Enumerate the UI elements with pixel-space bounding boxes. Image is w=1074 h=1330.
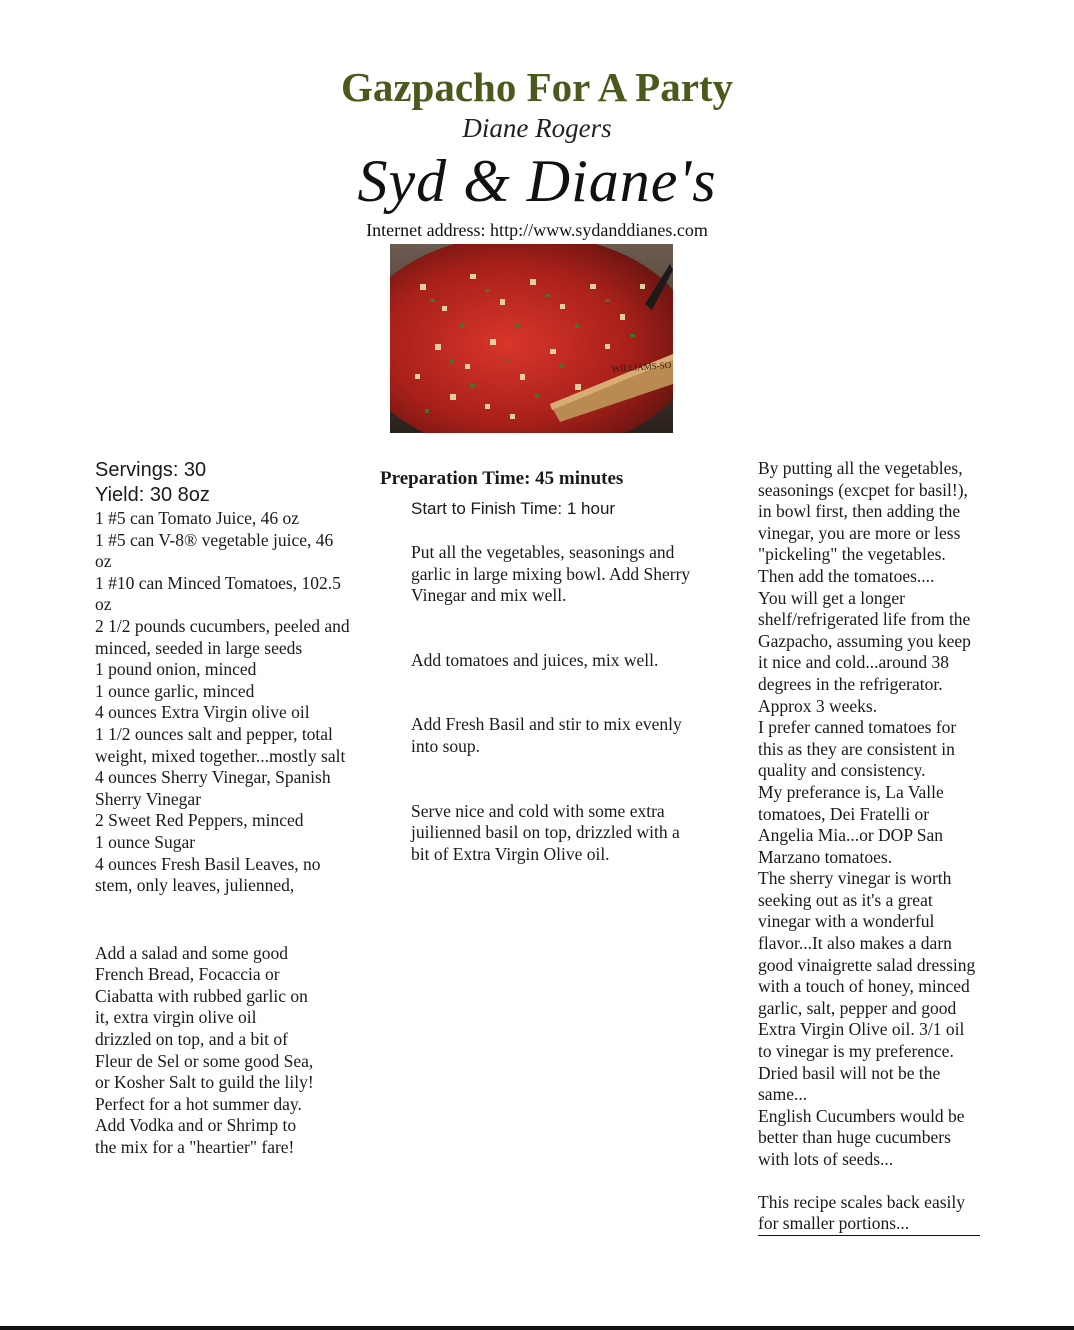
ingredient-item: 1 pound onion, minced [95, 659, 257, 680]
ingredient-item: 1 ounce Sugar [95, 831, 196, 852]
ingredients-column [95, 458, 350, 1159]
note-paragraph: Dried basil will not be the same... [758, 1062, 941, 1105]
recipe-title: Gazpacho For A Party [340, 64, 734, 110]
serving-note: Perfect for a hot summer day. [95, 1093, 302, 1114]
direction-steps [411, 542, 700, 865]
ingredient-item: 1 #5 can Tomato Juice, 46 oz [95, 508, 300, 528]
note-paragraph: The sherry vinegar is worth seeking out as it's a great vinegar with a wonderful flavor...It also makes a darn good vinaigrette salad dressing with a touch of honey, minced garlic, salt, pepper and good Extra Virgin Olive oil. 3/1 oil to vinegar is my preference. [758, 868, 976, 1062]
yield: Yield: 30 8oz [95, 484, 210, 506]
ingredient-item: 4 ounces Fresh Basil Leaves, no stem, only leaves, julienned, [95, 853, 321, 896]
serving-note: Add a salad and some good French Bread, Focaccia or Ciabatta with rubbed garlic on it, extra virgin olive oil drizzled on top, and a bit of Fleur de Sel or some good Sea, or Kosher Salt to guild the lily! [95, 942, 314, 1093]
start-to-finish-time: Start to Finish Time: 1 hour [411, 499, 616, 518]
website-address: Internet address: http://www.sydanddianes.com [366, 220, 708, 240]
note-paragraph: You will get a longer shelf/refrigerated life from the Gazpacho, assuming you keep it nice and cold...around 38 degrees in the refrigerator. Approx 3 weeks. [758, 587, 971, 716]
note-paragraph: My preferance is, La Valle tomatoes, Dei Fratelli or Angelia Mia...or DOP San Marzano tomatoes. [758, 781, 944, 867]
preparation-time: Preparation Time: 45 minutes [380, 468, 624, 489]
ingredient-item: 4 ounces Extra Virgin olive oil [95, 702, 310, 723]
serving-suggestions [95, 943, 317, 1159]
notes-column [758, 458, 980, 1236]
spoon-brand-text: WILLIAMS-SO [611, 359, 672, 374]
gazpacho-photo [390, 244, 673, 433]
note-paragraph: By putting all the vegetables, seasonings (excpet for basil!), in bowl first, then adding the vinegar, you are more or less "pickeling" the vegetables. Then add the tomatoes.... [758, 458, 968, 586]
ingredient-item: 2 1/2 pounds cucumbers, peeled and minced, seeded in large seeds [95, 615, 350, 658]
direction-step: Put all the vegetables, seasonings and garlic in large mixing bowl. Add Sherry Vinegar and mix well. [411, 542, 691, 606]
note-paragraph: I prefer canned tomatoes for this as they are consistent in quality and consistency. [758, 717, 957, 781]
ingredient-item: 2 Sweet Red Peppers, minced [95, 810, 304, 831]
scaling-note: This recipe scales back easily for smaller portions... [758, 1192, 980, 1236]
ingredient-item: 4 ounces Sherry Vinegar, Spanish Sherry Vinegar [95, 767, 331, 809]
ingredient-item: 1 #10 can Minced Tomatoes, 102.5 oz [95, 572, 341, 615]
ingredient-list [95, 508, 350, 897]
serving-note: Add Vodka and or Shrimp to the mix for a "heartier" fare! [95, 1115, 297, 1158]
directions-column [380, 466, 700, 865]
ingredient-item: 1 #5 can V-8® vegetable juice, 46 oz [95, 529, 334, 572]
bottom-rule [0, 1326, 1074, 1330]
servings: Servings: 30 [95, 459, 207, 481]
ingredient-item: 1 1/2 ounces salt and pepper, total weight, mixed together...mostly salt [95, 723, 346, 766]
direction-step: Serve nice and cold with some extra juilienned basil on top, drizzled with a bit of Extra Virgin Olive oil. [411, 800, 680, 864]
direction-step: Add tomatoes and juices, mix well. [411, 649, 659, 670]
ingredient-item: 1 ounce garlic, minced [95, 680, 255, 701]
direction-step: Add Fresh Basil and stir to mix evenly into soup. [411, 714, 682, 756]
note-paragraph: English Cucumbers would be better than huge cucumbers with lots of seeds... [758, 1105, 965, 1169]
recipe-author: Diane Rogers [462, 113, 612, 143]
recipe-header [0, 62, 1074, 242]
brand-name: Syd & Diane's [357, 148, 717, 214]
